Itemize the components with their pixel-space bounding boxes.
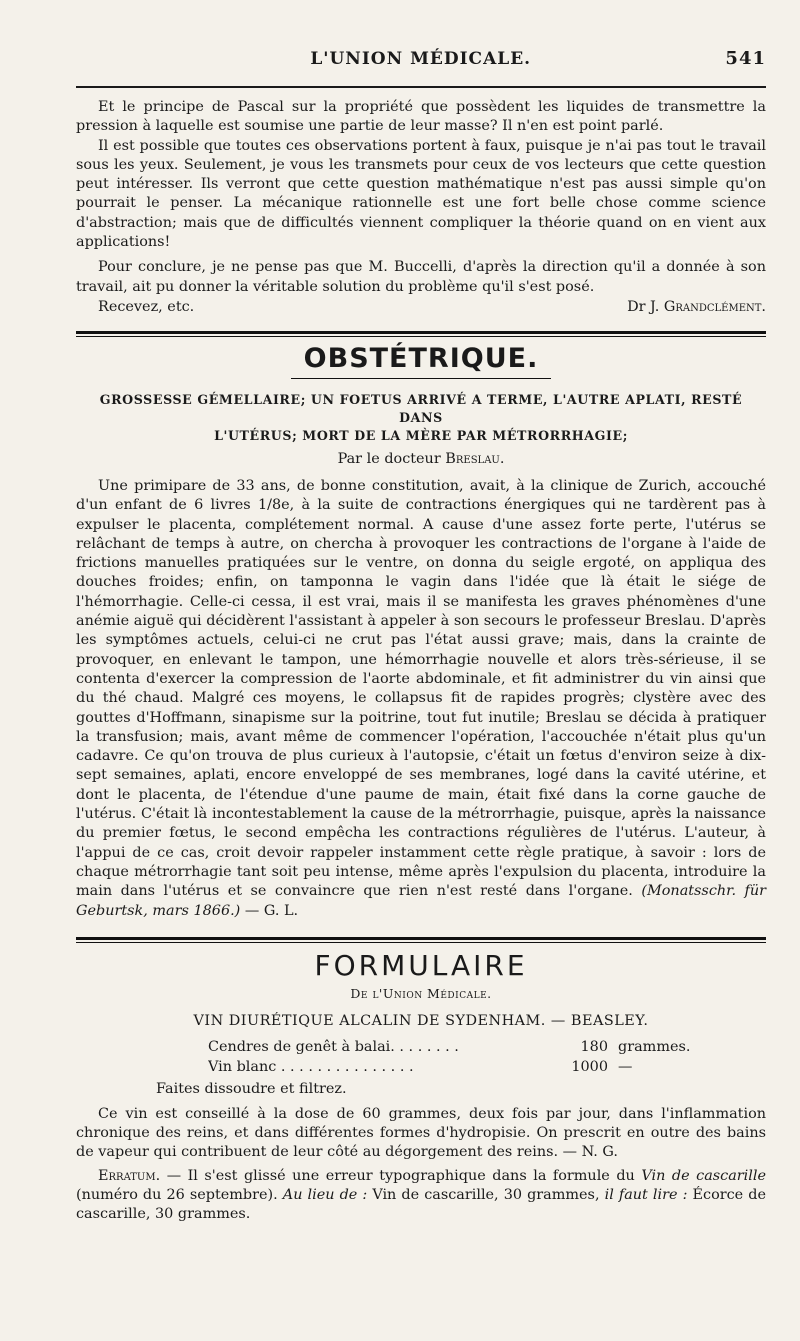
section-rule-formulaire bbox=[76, 937, 766, 943]
running-header bbox=[76, 48, 766, 78]
erratum-paragraph bbox=[76, 1167, 766, 1225]
erratum-wrong-text: Vin de cascarille, 30 grammes, bbox=[372, 1186, 600, 1203]
recipe-title: VIN DIURÉTIQUE ALCALIN DE SYDENHAM. — BEASLEY. bbox=[193, 1012, 649, 1029]
formulaire-subtitle: De l'Union Médicale. bbox=[350, 985, 492, 1001]
intro-paragraph-3: Pour conclure, je ne pense pas que M. Buccelli, d'après la direction qu'il a donnée à son travail, ait pu donner la véritable solution du problème qu'il s'est posé. bbox=[76, 259, 766, 295]
section-title-underline bbox=[291, 378, 551, 379]
intro-paragraph-1: Et le principe de Pascal sur la propriété que possèdent les liquides de transmettre la pression à laquelle est soumise une partie de leur masse? Il n'en est point parlé. bbox=[76, 99, 766, 135]
erratum-instead-of: Au lieu de : bbox=[282, 1186, 368, 1203]
section-title-formulaire: FORMULAIRE bbox=[314, 948, 528, 982]
erratum-issue: (numéro du 26 septembre). bbox=[76, 1186, 278, 1203]
article-body-text: Une primipare de 33 ans, de bonne constitution, avait, à la clinique de Zurich, accouché d'un enfant de 6 livres 1/8e, à la suite de contractions énergiques qui ne tardèrent pas à expulser le placenta, complétement normal. A cause d'une assez forte perte, l'utérus se relâchant de temps à autre, on chercha à provoquer les contractions de l'organe à l'aide de frictions manuelles pratiquées sur le ventre, on donna du seigle ergoté, on appliqua des douches froides; enfin, on tamponna le vagin dans l'idée que là était le siége de l'hémorrhagie. Celle-ci cessa, il est vrai, mais il se manifesta les graves phénomènes d'une anémie aiguë qui décidèrent l'assistant à appeler à son secours le professeur Breslau. D'après les symptômes actuels, celui-ci ne crut pas l'état aussi grave; mais, dans la crainte de provoquer, en enlevant le tampon, une hémorrhagie nouvelle et alors très-sérieuse, il se contenta d'exercer la compression de l'aorte abdominale, et fit administrer du vin ainsi que du thé chaud. Malgré ces moyens, le collapsus fit de rapides progrès; clystère avec des gouttes d'Hoffmann, sinapisme sur la poitrine, tout fut inutile; Breslau se décida à pratiquer la transfusion; mais, avant même de commencer l'opération, l'accouchée n'était plus qu'un cadavre. Ce qu'on trouva de plus curieux à l'autopsie, c'était un fœtus d'environ seize à dix-sept semaines, aplati, encore enveloppé de ses membranes, logé dans la cavité utérine, et dont le placenta, de l'étendue d'une paume de main, était fixé dans la corne gauche de l'utérus. C'était là incontestablement la cause de la métrorrhagie, puisque, après la naissance du premier fœtus, le second empêcha les contractions régulières de l'utérus. L'auteur, à l'appui de ce cas, croit devoir rappeler instamment cette règle pratique, à savoir : lors de chaque métrorrhagie tant soit peu intense, même après l'expulsion du placenta, introduire la main dans l'utérus et se convaincre que rien n'est resté dans l'organe. bbox=[76, 477, 766, 900]
signature-prefix: Dr J. bbox=[627, 298, 660, 315]
ingredient-row bbox=[208, 1037, 766, 1057]
article-byline bbox=[76, 451, 766, 467]
erratum-read: il faut lire : bbox=[604, 1186, 688, 1203]
recipe-preparation: Faites dissoudre et filtrez. bbox=[156, 1080, 347, 1097]
ingredient-quantity: 180 bbox=[580, 1038, 608, 1055]
byline-prefix: Par le docteur bbox=[337, 450, 441, 467]
byline-author: Breslau. bbox=[445, 450, 505, 467]
article-title-line-1: GROSSESSE GÉMELLAIRE; UN FOETUS ARRIVÉ A TERME, L'AUTRE APLATI, RESTÉ DANS bbox=[99, 391, 743, 425]
article-citation: (Monatsschr. für Geburtsk, mars 1866.) bbox=[76, 883, 766, 919]
erratum-text: — Il s'est glissé une erreur typographique dans la formule du bbox=[166, 1167, 635, 1184]
recipe-ingredients bbox=[208, 1037, 766, 1077]
intro-paragraph-2: Il est possible que toutes ces observations portent à faux, puisque je n'ai pas tout le travail sous les yeux. Seulement, je vous les transmets pour ceux de vos lecteurs que cette question peut intéresser. Ils verront que cette question mathématique n'est pas aussi simple qu'on pourrait le penser. La mécanique rationnelle est une fort belle chose comme science d'abstraction; mais que de difficultés viennent compliquer la théorie quand on en vient aux applications! bbox=[76, 137, 766, 251]
article-title bbox=[76, 391, 766, 445]
header-rule bbox=[76, 86, 766, 88]
ingredient-row bbox=[208, 1057, 766, 1077]
article-citation-author: — G. L. bbox=[244, 902, 299, 919]
section-rule-top bbox=[76, 331, 766, 337]
page-number: 541 bbox=[725, 48, 766, 69]
ingredient-name: Vin blanc . . . . . . . . . . . . . . . bbox=[208, 1058, 414, 1075]
article-title-line-2: L'UTÉRUS; MORT DE LA MÈRE PAR MÉTRORRHAGIE; bbox=[214, 427, 628, 443]
ingredient-name: Cendres de genêt à balai. . . . . . . . bbox=[208, 1038, 459, 1055]
signature-name: Grandclément. bbox=[663, 298, 766, 315]
article-body bbox=[76, 477, 766, 921]
ingredient-unit: grammes. bbox=[618, 1038, 691, 1055]
erratum-formula-name: Vin de cascarille bbox=[641, 1167, 767, 1184]
journal-title: L'UNION MÉDICALE. bbox=[310, 49, 532, 69]
ingredient-quantity: 1000 bbox=[571, 1058, 608, 1075]
erratum-correct-text: Écorce de cascarille, 30 grammes. bbox=[76, 1186, 766, 1223]
closing-formula: Recevez, etc. bbox=[98, 298, 195, 315]
letter-signature-line bbox=[76, 298, 766, 317]
signature bbox=[627, 298, 766, 317]
ingredient-unit: — bbox=[618, 1058, 633, 1075]
section-title-obstetrique: OBSTÉTRIQUE. bbox=[303, 342, 539, 374]
recipe-usage: Ce vin est conseillé à la dose de 60 grammes, deux fois par jour, dans l'inflammation chronique des reins, et dans différentes formes d'hydropisie. On prescrit en outre des bains de vapeur qui contribuent de leur côté au dégorgement des reins. — N. G. bbox=[76, 1105, 766, 1161]
erratum-label: Erratum. bbox=[98, 1167, 161, 1184]
